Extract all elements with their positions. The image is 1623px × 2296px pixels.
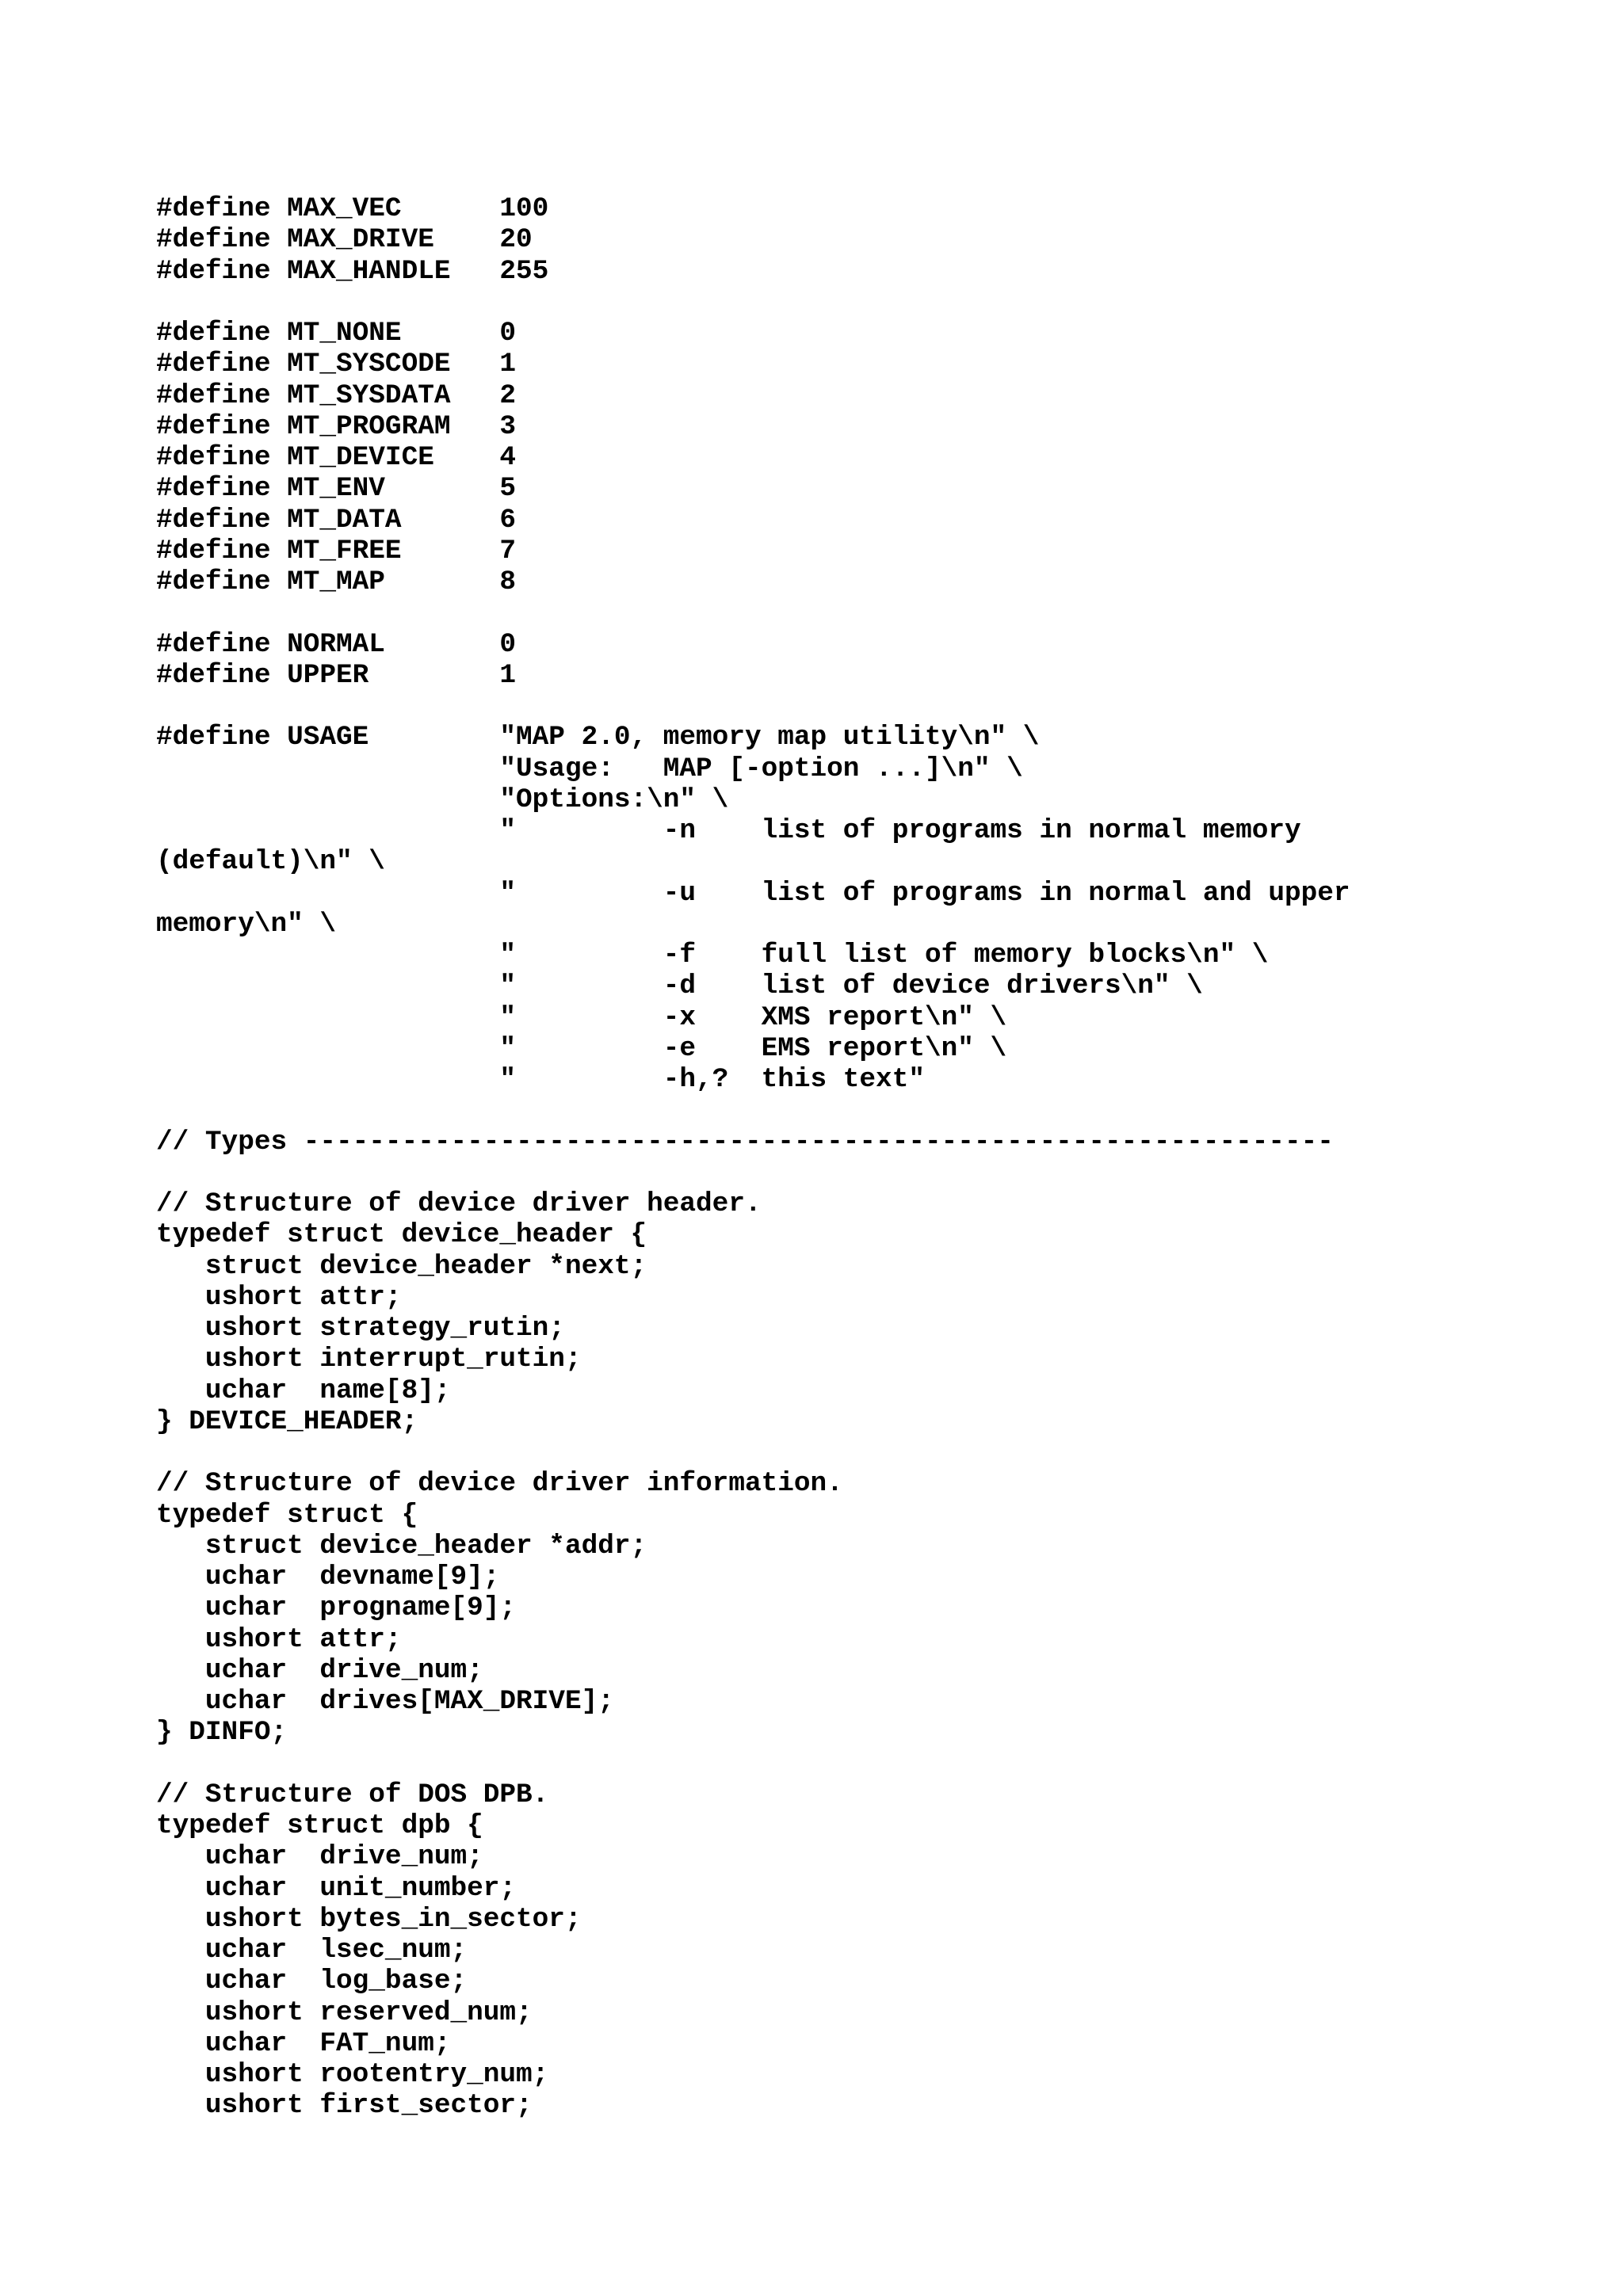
code-line: " -d list of device drivers\n" \ (156, 971, 1203, 1002)
code-line: #define MT_PROGRAM 3 (156, 410, 517, 442)
code-line: uchar log_base; (156, 1966, 468, 1997)
code-line: "Usage: MAP [-option ...]\n" \ (156, 753, 1023, 784)
code-line: ushort rootentry_num; (156, 2059, 549, 2090)
code-line: ushort first_sector; (156, 2090, 533, 2122)
code-line: #define MT_FREE 7 (156, 535, 517, 566)
code-line: #define UPPER 1 (156, 659, 517, 691)
code-line: uchar devname[9]; (156, 1562, 500, 1592)
code-line: // Structure of device driver header. (156, 1188, 762, 1219)
code-line: ushort bytes_in_sector; (156, 1903, 582, 1935)
code-line (156, 287, 1350, 318)
code-line: #define MAX_DRIVE 20 (156, 224, 533, 256)
code-line: (default)\n" \ (156, 846, 385, 878)
code-line: #define MT_DATA 6 (156, 504, 517, 536)
code-line: #define MT_ENV 5 (156, 473, 517, 505)
code-line: typedef struct device_header { (156, 1219, 647, 1251)
code-line: uchar drives[MAX_DRIVE]; (156, 1686, 614, 1717)
code-line: #define MT_NONE 0 (156, 318, 517, 349)
code-line: #define NORMAL 0 (156, 628, 517, 660)
code-line: uchar drive_num; (156, 1654, 483, 1686)
code-line: ushort reserved_num; (156, 1997, 533, 2028)
code-line: } DEVICE_HEADER; (156, 1405, 418, 1437)
code-line: " -h,? this text" (156, 1064, 925, 1095)
code-line: #define MT_SYSCODE 1 (156, 349, 517, 380)
code-line: struct device_header *addr; (156, 1530, 647, 1562)
code-line: " -f full list of memory blocks\n" \ (156, 940, 1269, 971)
code-line: ushort strategy_rutin; (156, 1313, 565, 1344)
code-line: " -u list of programs in normal and upper (156, 877, 1350, 909)
code-line: #define MT_DEVICE 4 (156, 442, 517, 473)
code-line: uchar unit_number; (156, 1872, 517, 1904)
code-line (156, 1158, 1350, 1188)
code-line: " -e EMS report\n" \ (156, 1032, 1007, 1064)
code-line: uchar FAT_num; (156, 2027, 451, 2059)
code-line: "Options:\n" \ (156, 784, 729, 815)
code-line (156, 1437, 1350, 1468)
code-line: // Structure of device driver information. (156, 1468, 843, 1500)
code-line: uchar progname[9]; (156, 1592, 517, 1624)
code-listing (156, 193, 1350, 2122)
code-line: ushort interrupt_rutin; (156, 1344, 582, 1375)
code-line (156, 597, 1350, 628)
code-line: #define USAGE "MAP 2.0, memory map utility\n" \ (156, 722, 1040, 753)
code-line: ushort attr; (156, 1281, 402, 1313)
code-line: uchar name[8]; (156, 1375, 451, 1406)
code-line: #define MT_SYSDATA 2 (156, 379, 517, 411)
code-line: #define MAX_VEC 100 (156, 193, 549, 224)
code-line (156, 1095, 1350, 1126)
code-line (156, 1749, 1350, 1779)
code-line: struct device_header *next; (156, 1250, 647, 1282)
code-line: uchar drive_num; (156, 1841, 483, 1873)
code-line: // Types --------------------------------------------------------------- (156, 1126, 1334, 1158)
code-line: // Structure of DOS DPB. (156, 1779, 549, 1810)
code-line: memory\n" \ (156, 908, 337, 940)
code-line: ushort attr; (156, 1623, 402, 1655)
code-line (156, 691, 1350, 722)
code-line: } DINFO; (156, 1717, 288, 1749)
code-line: " -x XMS report\n" \ (156, 1001, 1007, 1033)
code-line: #define MAX_HANDLE 255 (156, 255, 549, 287)
code-line: typedef struct dpb { (156, 1810, 483, 1841)
code-line: #define MT_MAP 8 (156, 566, 517, 597)
code-line: uchar lsec_num; (156, 1935, 468, 1966)
code-line: " -n list of programs in normal memory (156, 815, 1301, 846)
code-line: typedef struct { (156, 1499, 418, 1531)
